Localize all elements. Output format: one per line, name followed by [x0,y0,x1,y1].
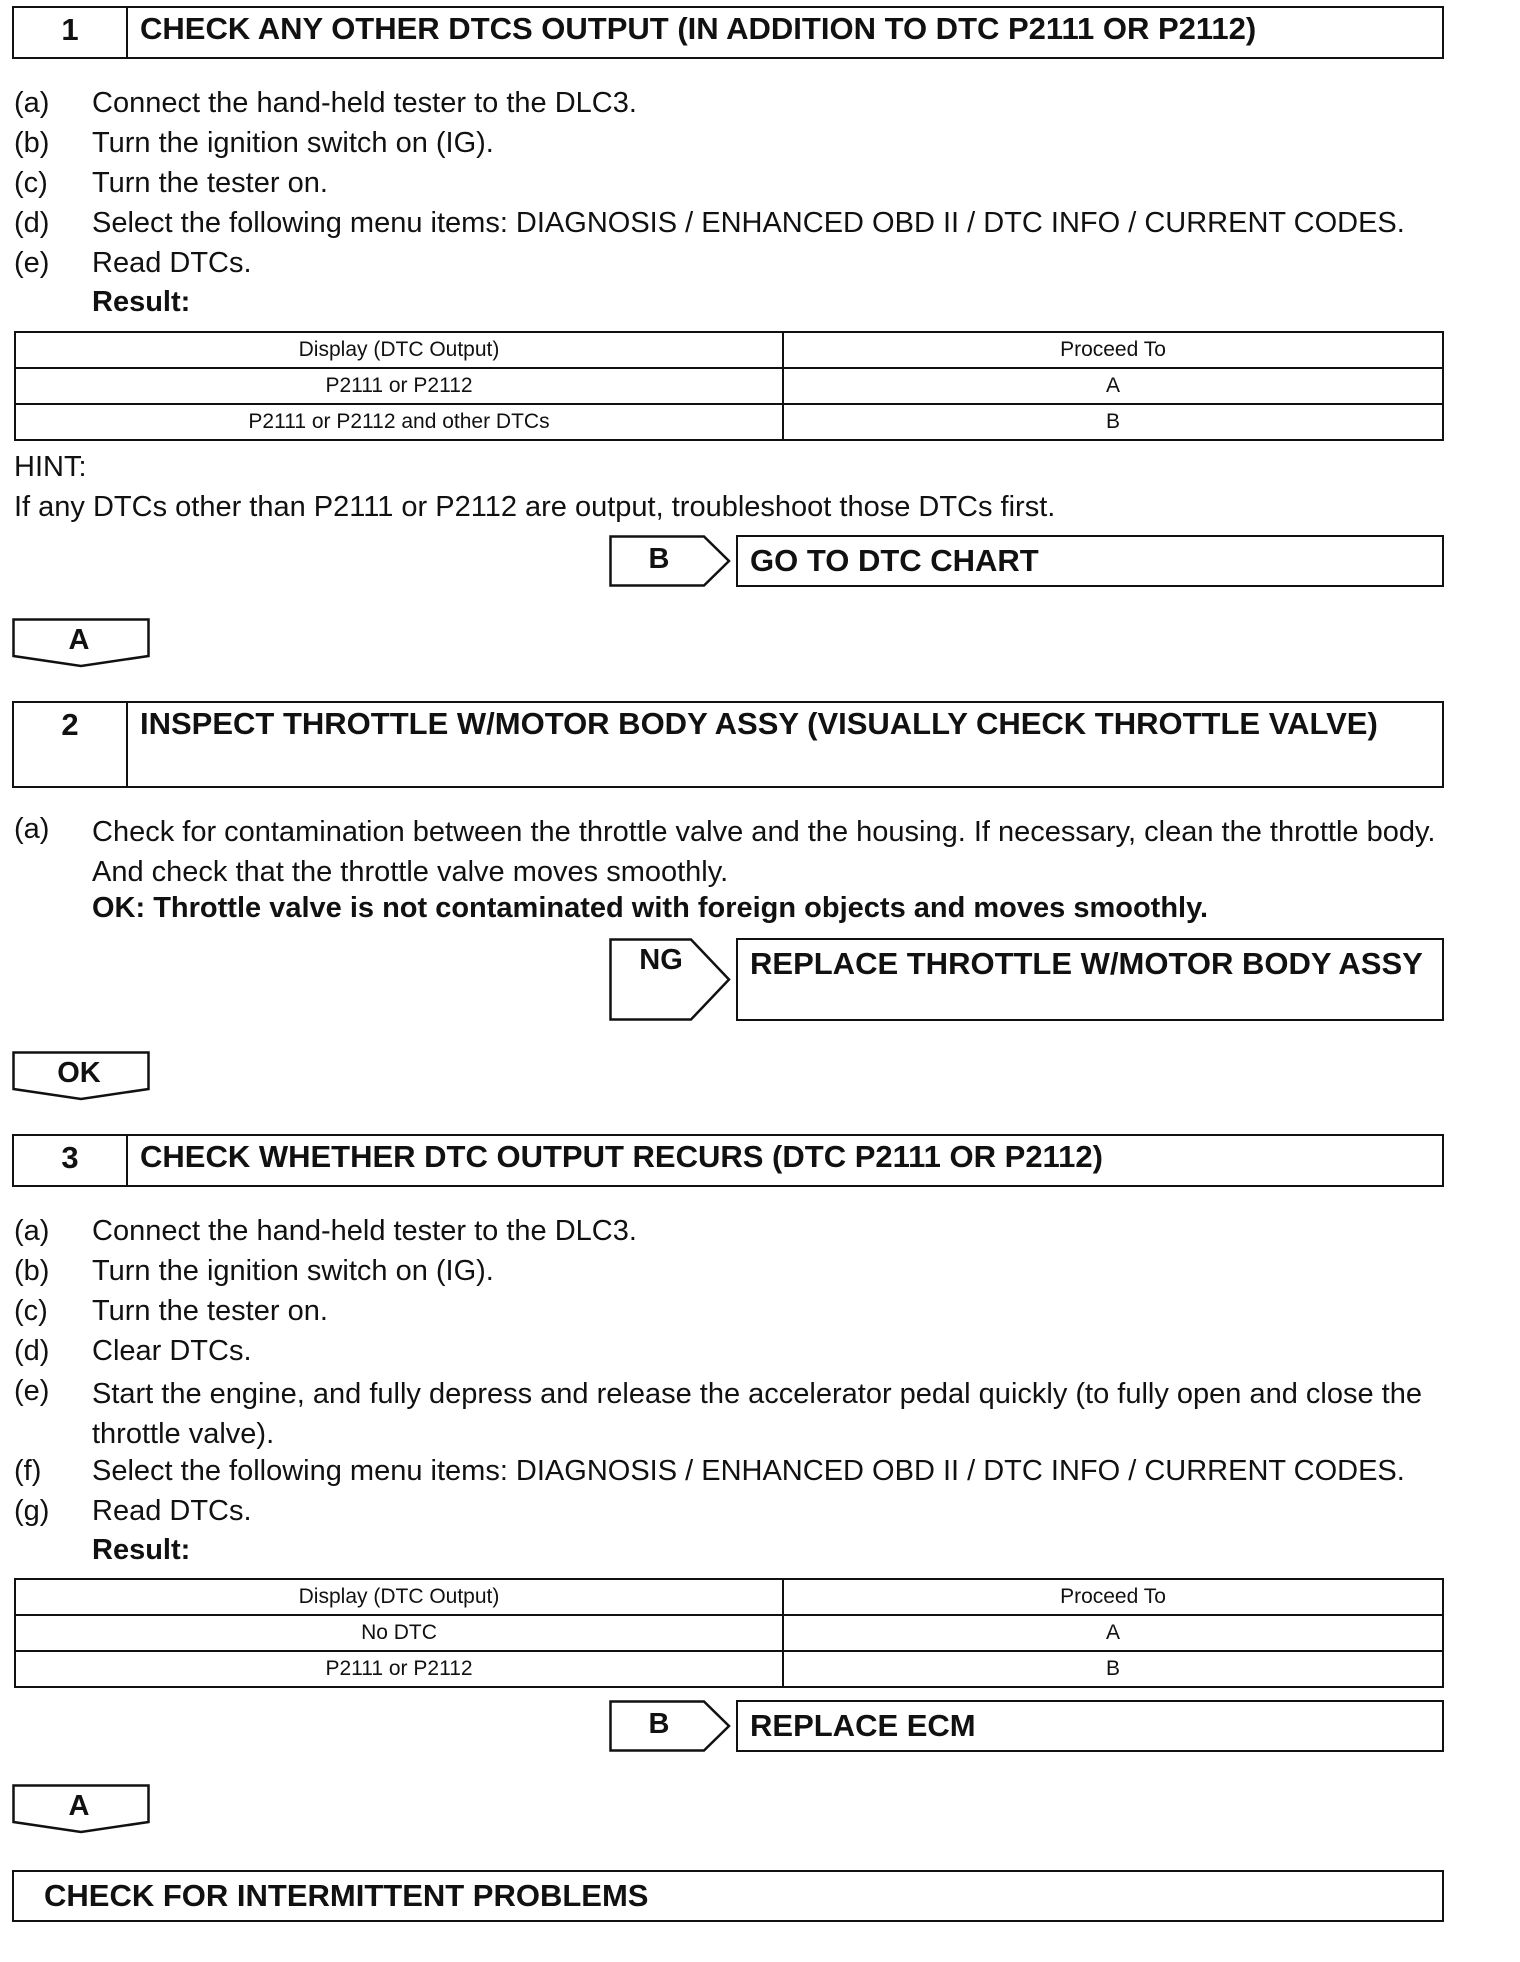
step-number: 1 [14,8,128,57]
branch-action: REPLACE THROTTLE W/MOTOR BODY ASSY [736,938,1444,1021]
step-number: 2 [14,703,128,786]
step-1-header [12,6,1444,59]
hint-text: If any DTCs other than P2111 or P2112 are output, troubleshoot those DTCs first. [14,491,1056,523]
final-step-box: CHECK FOR INTERMITTENT PROBLEMS [12,1870,1444,1922]
next-tag-a: A [12,618,150,668]
table-row: P2111 or P2112 and other DTCs B [15,404,1443,440]
result-table [14,331,1444,441]
step-number: 3 [14,1136,128,1185]
next-tag-ok: OK [12,1051,150,1101]
table-header-row: Display (DTC Output) Proceed To [15,332,1443,368]
table-row: P2111 or P2112 B [15,1651,1443,1687]
branch-action: REPLACE ECM [736,1700,1444,1752]
branch-action: GO TO DTC CHART [736,535,1444,587]
step-title: CHECK WHETHER DTC OUTPUT RECURS (DTC P2111 OR P2112) [140,1139,1103,1174]
branch-code-ng: NG [609,938,731,1021]
branch-code-b: B [609,1700,731,1752]
next-tag-a: A [12,1784,150,1834]
table-row: No DTC A [15,1615,1443,1651]
step-title: CHECK ANY OTHER DTCS OUTPUT (IN ADDITION TO DTC P2111 OR P2112) [140,11,1257,46]
result-table [14,1578,1444,1688]
ok-criteria: OK: Throttle valve is not contaminated with foreign objects and moves smoothly. [92,892,1209,924]
result-label: Result: [92,286,191,318]
result-label: Result: [92,1534,191,1566]
list-item: (e) Start the engine, and fully depress and release the accelerator pedal quickly (to fully open and close the throttle valve). [14,1375,1422,1450]
step-3-header [12,1134,1444,1187]
list-item: (a) Check for contamination between the throttle valve and the housing. If necessary, clean the throttle body. And check that the throttle valve moves smoothly. [14,813,1436,888]
step-title: INSPECT THROTTLE W/MOTOR BODY ASSY (VISUALLY CHECK THROTTLE VALVE) [140,706,1378,741]
table-header-row: Display (DTC Output) Proceed To [15,1579,1443,1615]
hint-label: HINT: [14,451,87,483]
table-row: P2111 or P2112 A [15,368,1443,404]
step-2-header [12,701,1444,788]
branch-code-b: B [609,535,731,587]
